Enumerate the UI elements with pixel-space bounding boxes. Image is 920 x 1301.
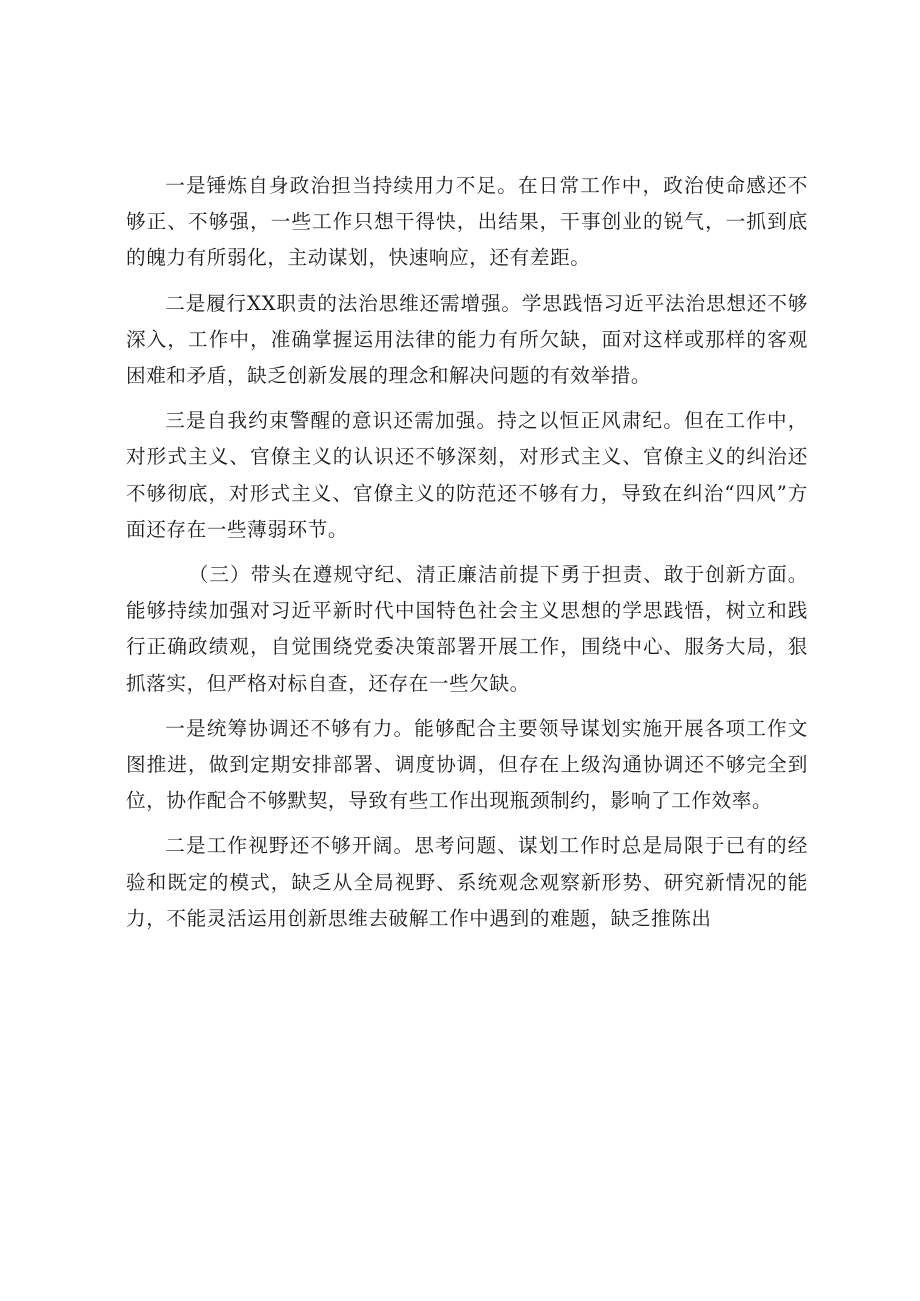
- paragraph-coordination: 一是统筹协调还不够有力。能够配合主要领导谋划实施开展各项工作文图推进，做到定期安排部署、调度协调，但存在上级沟通协调还不够完全到位，协作配合不够默契，导致有些工作出现瓶颈制约，影响了工作效率。: [126, 716, 808, 813]
- paragraph-political-responsibility: 一是锤炼自身政治担当持续用力不足。在日常工作中，政治使命感还不够正、不够强，一些工作只想干得快，出结果，干事创业的锐气，一抓到底的魄力有所弱化，主动谋划，快速响应，还有差距。: [126, 174, 808, 270]
- paragraph-rule-of-law-thinking: 二是履行XX职责的法治思维还需增强。学思践悟习近平法治思想还不够深入，工作中，准确掌握运用法律的能力有所欠缺，面对这样或那样的客观困难和矛盾，缺乏创新发展的理念和解决问题的有效举措。: [126, 291, 808, 388]
- paragraph-self-discipline: 三是自我约束警醒的意识还需加强。持之以恒正风肃纪。但在工作中，对形式主义、官僚主义的认识还不够深刻，对形式主义、官僚主义的纠治还不够彻底，对形式主义、官僚主义的防范还不够有力，导致在纠治“四风”方面还存在一些薄弱环节。: [126, 409, 808, 541]
- document-body: [126, 168, 808, 937]
- paragraph-section-three-heading: （三）带头在遵规守纪、清正廉洁前提下勇于担责、敢于创新方面。能够持续加强对习近平新时代中国特色社会主义思想的学思践悟，树立和践行正确政绩观，自觉围绕党委决策部署开展工作，围绕中心、服务大局，狠抓落实，但严格对标自查，还存在一些欠缺。: [126, 563, 808, 695]
- paragraph-work-vision: 二是工作视野还不够开阔。思考问题、谋划工作时总是局限于已有的经验和既定的模式，缺乏从全局视野、系统观念观察新形势、研究新情况的能力，不能灵活运用创新思维去破解工作中遇到的难题，缺乏推陈出: [126, 834, 808, 930]
